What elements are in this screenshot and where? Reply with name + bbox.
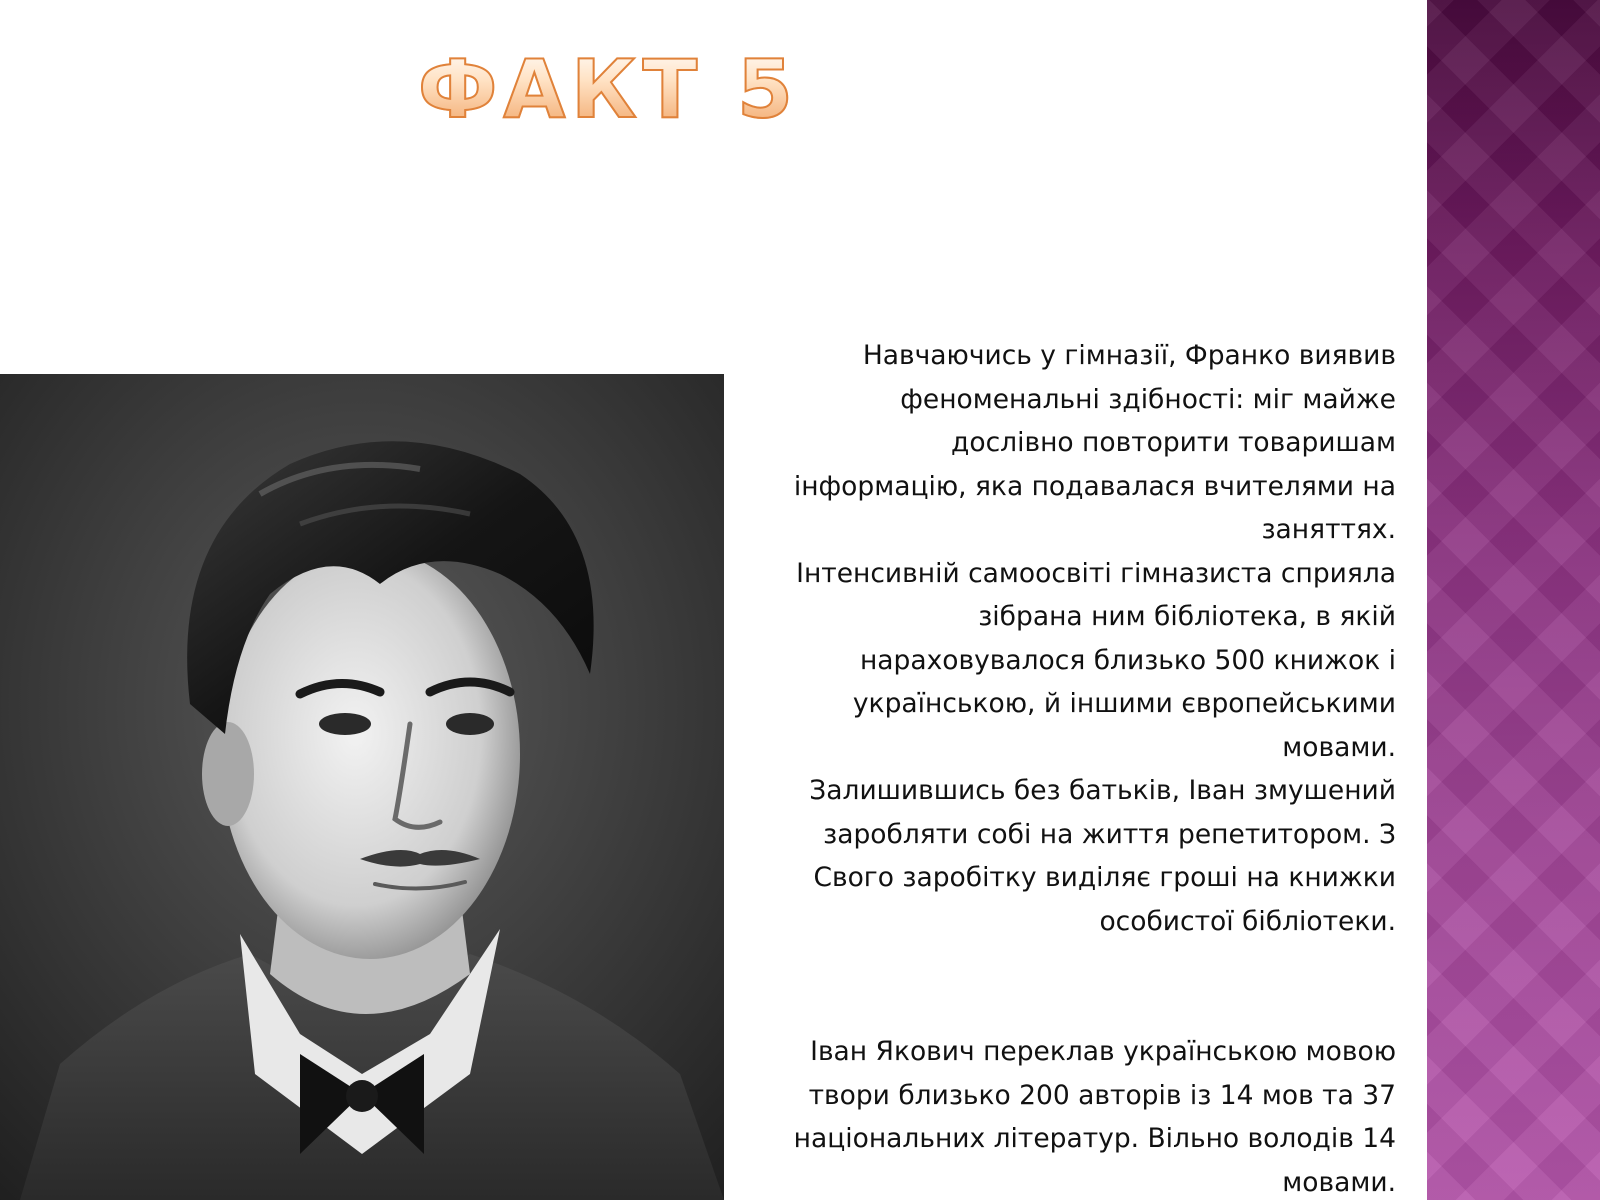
fact-text-block [770, 334, 1396, 1200]
paragraph-tutoring: Залишившись без батьків, Іван змушений заробляти собі на життя репетитором. З Свого заробітку виділяє гроші на книжки особистої бібліотеки. [809, 775, 1396, 937]
paragraph-library: Інтенсивній самоосвіті гімназиста сприяла зібрана ним бібліотека, в якій нараховувалося близько 500 книжок і українською, й іншими європейськими мовами. [796, 557, 1396, 763]
slide-title: ФАКТ 5 [418, 43, 799, 136]
paragraph-spacer [770, 943, 1396, 1030]
decorative-side-band [1427, 0, 1600, 1200]
paragraph-translations: Іван Якович переклав українською мовою твори близько 200 авторів із 14 мов та 37 національних літератур. Вільно володів 14 мовами. [793, 1036, 1396, 1198]
portrait-illustration [0, 374, 724, 1200]
portrait-photo [0, 374, 724, 1200]
paragraph-gymnasium: Навчаючись у гімназії, Франко виявив феноменальні здібності: міг майже дослівно повторити товаришам інформацію, яка подавалася вчителями на заняттях. [793, 340, 1396, 545]
